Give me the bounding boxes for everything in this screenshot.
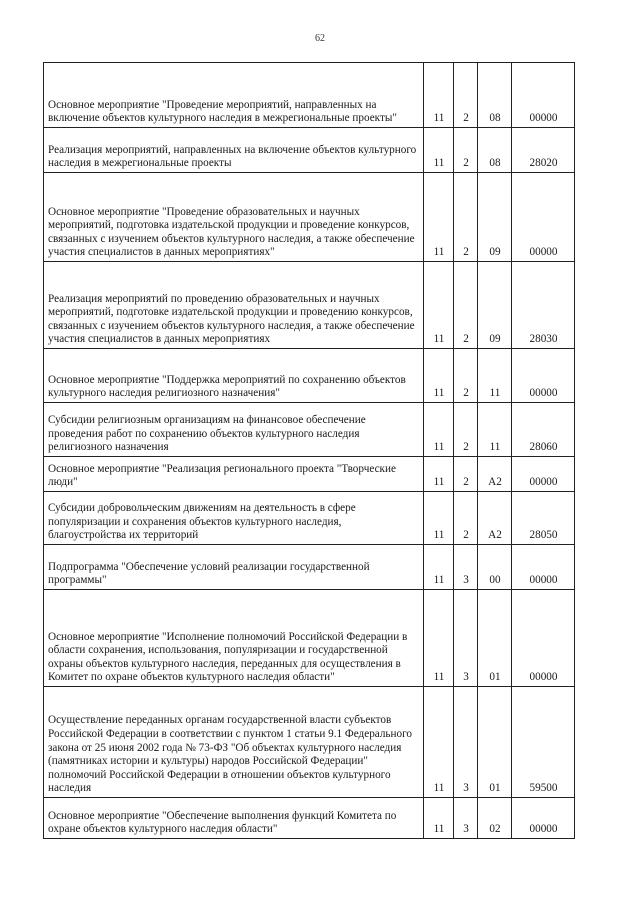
row-description: Основное мероприятие "Обеспечение выполнения функций Комитета по охране объектов культурного наследия области": [44, 798, 424, 839]
row-description: Субсидии добровольческим движениям на деятельность в сфере популяризации и сохранения объектов культурного наследия, благоустройства их территорий: [44, 492, 424, 545]
code-subsection: 2: [454, 349, 478, 403]
code-direction: 28020: [512, 128, 575, 173]
code-section: 11: [424, 798, 454, 839]
table-row: [44, 403, 575, 457]
code-subsection: 3: [454, 590, 478, 687]
code-direction: 00000: [512, 173, 575, 262]
table-row: [44, 492, 575, 545]
code-subsection: 2: [454, 128, 478, 173]
page-number: 62: [315, 33, 325, 44]
code-subsection: 2: [454, 403, 478, 457]
code-section: 11: [424, 128, 454, 173]
code-subsection: 2: [454, 262, 478, 349]
code-direction: 00000: [512, 457, 575, 492]
row-description: Осуществление переданных органам государственной власти субъектов Российской Федерации в соответствии с пунктом 1 статьи 9.1 Федерального закона от 25 июня 2002 года № 73-ФЗ "Об объектах культурного наследия (памятниках истории и культуры) народов Российской Федерации" полномочий Российской Федерации в отношении объектов культурного наследия: [44, 687, 424, 798]
code-section: 11: [424, 590, 454, 687]
code-section: 11: [424, 173, 454, 262]
code-measure: А2: [478, 457, 512, 492]
code-section: 11: [424, 457, 454, 492]
row-description: Основное мероприятие "Проведение образовательных и научных мероприятий, подготовка издательской продукции и проведение конкурсов, связанных с изучением объектов культурного наследия, а также обеспечение участия специалистов в данных мероприятиях": [44, 173, 424, 262]
code-direction: 00000: [512, 349, 575, 403]
code-section: 11: [424, 262, 454, 349]
row-description: Основное мероприятие "Исполнение полномочий Российской Федерации в области сохранения, использования, популяризации и государственной охраны объектов культурного наследия, переданных для осуществления в Комитет по охране объектов культурного наследия области": [44, 590, 424, 687]
code-measure: 00: [478, 545, 512, 590]
table-row: [44, 687, 575, 798]
code-measure: 02: [478, 798, 512, 839]
table-row: [44, 128, 575, 173]
row-description: Основное мероприятие "Проведение мероприятий, направленных на включение объектов культурного наследия в межрегиональные проекты": [44, 63, 424, 128]
code-subsection: 2: [454, 492, 478, 545]
code-subsection: 3: [454, 798, 478, 839]
row-description: Субсидии религиозным организациям на финансовое обеспечение проведения работ по сохранению объектов культурного наследия религиозного назначения: [44, 403, 424, 457]
row-description: Реализация мероприятий по проведению образовательных и научных мероприятий, подготовке издательской продукции и проведению конкурсов, связанных с изучением объектов культурного наследия, а также обеспечение участия специалистов в данных мероприятиях: [44, 262, 424, 349]
code-measure: 08: [478, 128, 512, 173]
table-row: [44, 349, 575, 403]
table-body: [44, 63, 575, 839]
table-row: [44, 173, 575, 262]
code-measure: 11: [478, 349, 512, 403]
code-section: 11: [424, 349, 454, 403]
code-direction: 00000: [512, 545, 575, 590]
code-measure: А2: [478, 492, 512, 545]
table-row: [44, 262, 575, 349]
code-direction: 00000: [512, 63, 575, 128]
code-section: 11: [424, 63, 454, 128]
code-measure: 09: [478, 262, 512, 349]
code-subsection: 2: [454, 63, 478, 128]
code-measure: 08: [478, 63, 512, 128]
code-subsection: 2: [454, 457, 478, 492]
table-row: [44, 63, 575, 128]
code-direction: 28030: [512, 262, 575, 349]
code-direction: 59500: [512, 687, 575, 798]
row-description: Подпрограмма "Обеспечение условий реализации государственной программы": [44, 545, 424, 590]
code-section: 11: [424, 492, 454, 545]
table-row: [44, 590, 575, 687]
code-section: 11: [424, 687, 454, 798]
table-row: [44, 545, 575, 590]
code-direction: 00000: [512, 798, 575, 839]
table-row: [44, 798, 575, 839]
row-description: Реализация мероприятий, направленных на включение объектов культурного наследия в межрегиональные проекты: [44, 128, 424, 173]
code-measure: 01: [478, 590, 512, 687]
code-direction: 00000: [512, 590, 575, 687]
table-row: [44, 457, 575, 492]
row-description: Основное мероприятие "Поддержка мероприятий по сохранению объектов культурного наследия религиозного назначения": [44, 349, 424, 403]
code-subsection: 2: [454, 173, 478, 262]
budget-classification-table: [43, 62, 575, 839]
code-subsection: 3: [454, 545, 478, 590]
code-section: 11: [424, 403, 454, 457]
code-measure: 09: [478, 173, 512, 262]
code-subsection: 3: [454, 687, 478, 798]
code-measure: 01: [478, 687, 512, 798]
row-description: Основное мероприятие "Реализация регионального проекта "Творческие люди": [44, 457, 424, 492]
code-measure: 11: [478, 403, 512, 457]
code-direction: 28050: [512, 492, 575, 545]
code-section: 11: [424, 545, 454, 590]
code-direction: 28060: [512, 403, 575, 457]
